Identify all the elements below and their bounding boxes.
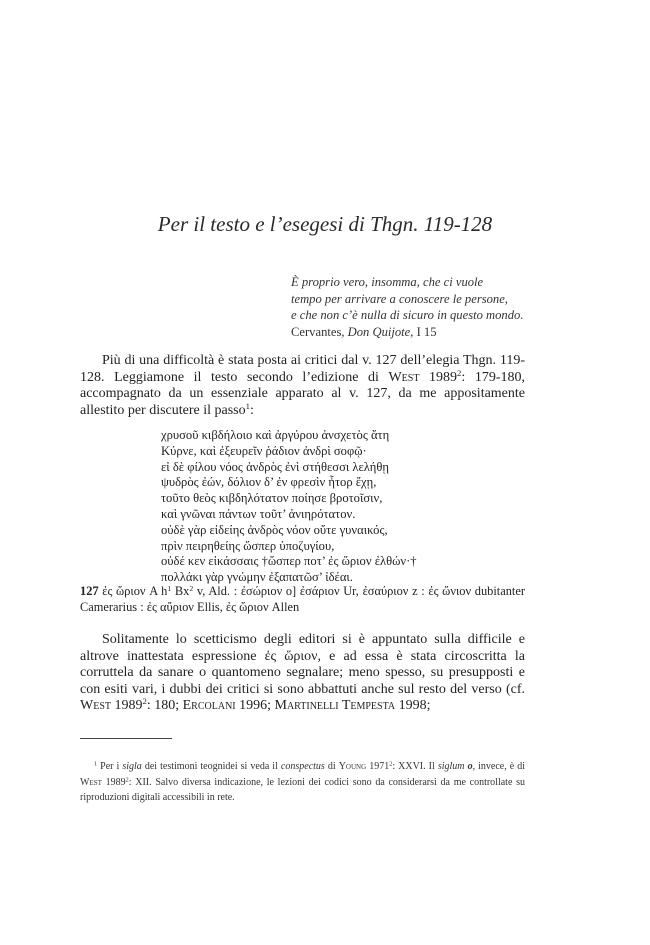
greek-verses: [161, 428, 501, 586]
text-run: 1989: [111, 698, 143, 714]
verse-line: τοῦτο θεὸς κιβδηλότατον ποίησε βροτοῖσιν,: [161, 491, 383, 506]
footnote: [80, 759, 525, 806]
text-run: Bx: [171, 584, 190, 598]
verse-line: χρυσοῦ κιβδήλοιο καὶ ἀργύρου ἀνσχετὸς ἄτη: [161, 428, 390, 442]
verse-line: πολλάκι γὰρ γνώμην ἐξαπατῶσ’ ἰδέαι.: [161, 570, 353, 585]
italic-term: conspectus: [280, 761, 325, 772]
edition-superscript: 2: [142, 696, 147, 707]
apparatus-verse-number: 127: [80, 584, 99, 598]
verse-line: ψυδρὸς ἐών, δόλιον δ’ ἐν φρεσὶν ἦτορ ἔχῃ,: [161, 475, 377, 490]
author-young: Young: [338, 761, 367, 772]
text-run: :: [249, 402, 254, 418]
italic-term: sigla: [122, 761, 142, 772]
superscript: 1: [167, 583, 172, 593]
text-run: v, Ald. : ἐσώριον o] ἐσάριον Ur, ἐσαύριον z : ἐς ὤνιον dubitanter Camerarius : ἐς αὔριον Ellis, ἐς ὥριον Allen: [80, 584, 525, 614]
epigraph: [291, 274, 591, 340]
siglum-omega: o: [467, 761, 473, 772]
author-west: West: [80, 698, 111, 714]
text-run: Per i: [97, 761, 123, 772]
epigraph-line: È proprio vero, insomma, che ci vuole: [291, 275, 484, 289]
superscript: 2: [125, 776, 129, 784]
text-run: : XII. Salvo diversa indicazione, le lezioni dei codici sono da considerarsi da me controllate su riproduzioni digitali accessibili in rete.: [80, 776, 526, 803]
text-run: 1998;: [395, 698, 431, 714]
text-run: 1989: [419, 369, 458, 385]
author-west: West: [80, 776, 102, 788]
verse-line: Κύρνε, καὶ ἐξευρεῖν ῥάδιον ἀνδρὶ σοφῷ·: [161, 443, 367, 458]
verse-line: οὐδὲ γὰρ εἰδείης ἀνδρὸς νόον οὔτε γυναικός,: [161, 522, 388, 537]
text-run: Solitamente lo scetticismo degli editori si è appuntato sulla difficile e altrove inattestata espressione ἐς ὥριον, e ad essa è stata circoscritta la corruttela da sanare o quantomeno segnalare; meno spesso, su presupposti e con esiti vari, i dubbi dei critici si sono abbattuti anche sul resto del verso (cf.: [80, 632, 525, 697]
verse-line: καὶ γνῶναι πάντων τοῦτ’ ἀνιηρότατον.: [161, 506, 356, 521]
intro-paragraph: [80, 353, 525, 419]
text-run: 1971: [366, 761, 390, 772]
critical-apparatus: [80, 583, 525, 615]
epigraph-ref: , I 15: [410, 324, 437, 339]
epigraph-source: [291, 324, 591, 341]
text-run: di: [324, 761, 339, 772]
verse-line: πρὶν πειρηθείης ὥσπερ ὑποζυγίου,: [161, 538, 335, 553]
italic-term: siglum: [437, 761, 465, 772]
epigraph-line: tempo per arrivare a conoscere le persone,: [291, 291, 508, 306]
article-title: Per il testo e l’esegesi di Thgn. 119-128: [157, 212, 493, 236]
footnote-divider: [80, 738, 172, 739]
text-run: , invece, è di: [472, 761, 526, 772]
text-run: 1996;: [235, 698, 275, 714]
footnote-number: 1: [94, 760, 98, 768]
verse-line: εἰ δὲ φίλου νόος ἀνδρὸς ἐνὶ στήθεσσι λελήθῃ: [161, 459, 389, 474]
epigraph-author: Cervantes,: [291, 324, 348, 339]
text-run: 1989: [101, 776, 126, 788]
epigraph-line: e che non c’è nulla di sicuro in questo mondo.: [291, 308, 524, 322]
footnote-ref[interactable]: 1: [245, 401, 250, 412]
author-ercolani: Ercolani: [182, 698, 236, 714]
superscript: 2: [389, 760, 393, 768]
text-run: ἐς ὥριον A h: [98, 584, 168, 598]
text-run: : 179-180, accompagnato da un essenziale apparato al v. 127, da me appositamente allestito per discutere il passo: [80, 369, 525, 418]
text-run: dei testimoni teognidei si veda il: [141, 761, 281, 772]
author-west: West: [388, 369, 420, 385]
text-run: Più di una difficoltà è stata posta ai critici dal v. 127 dell’elegia Thgn. 119-128. Leggiamone il testo secondo l’edizione di: [80, 353, 525, 385]
author-martinelli: Martinelli Tempesta: [274, 698, 396, 714]
body-paragraph: [80, 632, 525, 715]
superscript: 2: [189, 583, 194, 593]
edition-superscript: 2: [457, 367, 462, 378]
verse-line: οὐδέ κεν εἰκάσσαις †ὥσπερ ποτ’ ἐς ὥριον ἐλθών·†: [161, 554, 417, 569]
text-run: : XXVI. Il: [392, 761, 438, 772]
epigraph-work: Don Quijote: [347, 324, 411, 339]
text-run: : 180;: [146, 698, 183, 714]
